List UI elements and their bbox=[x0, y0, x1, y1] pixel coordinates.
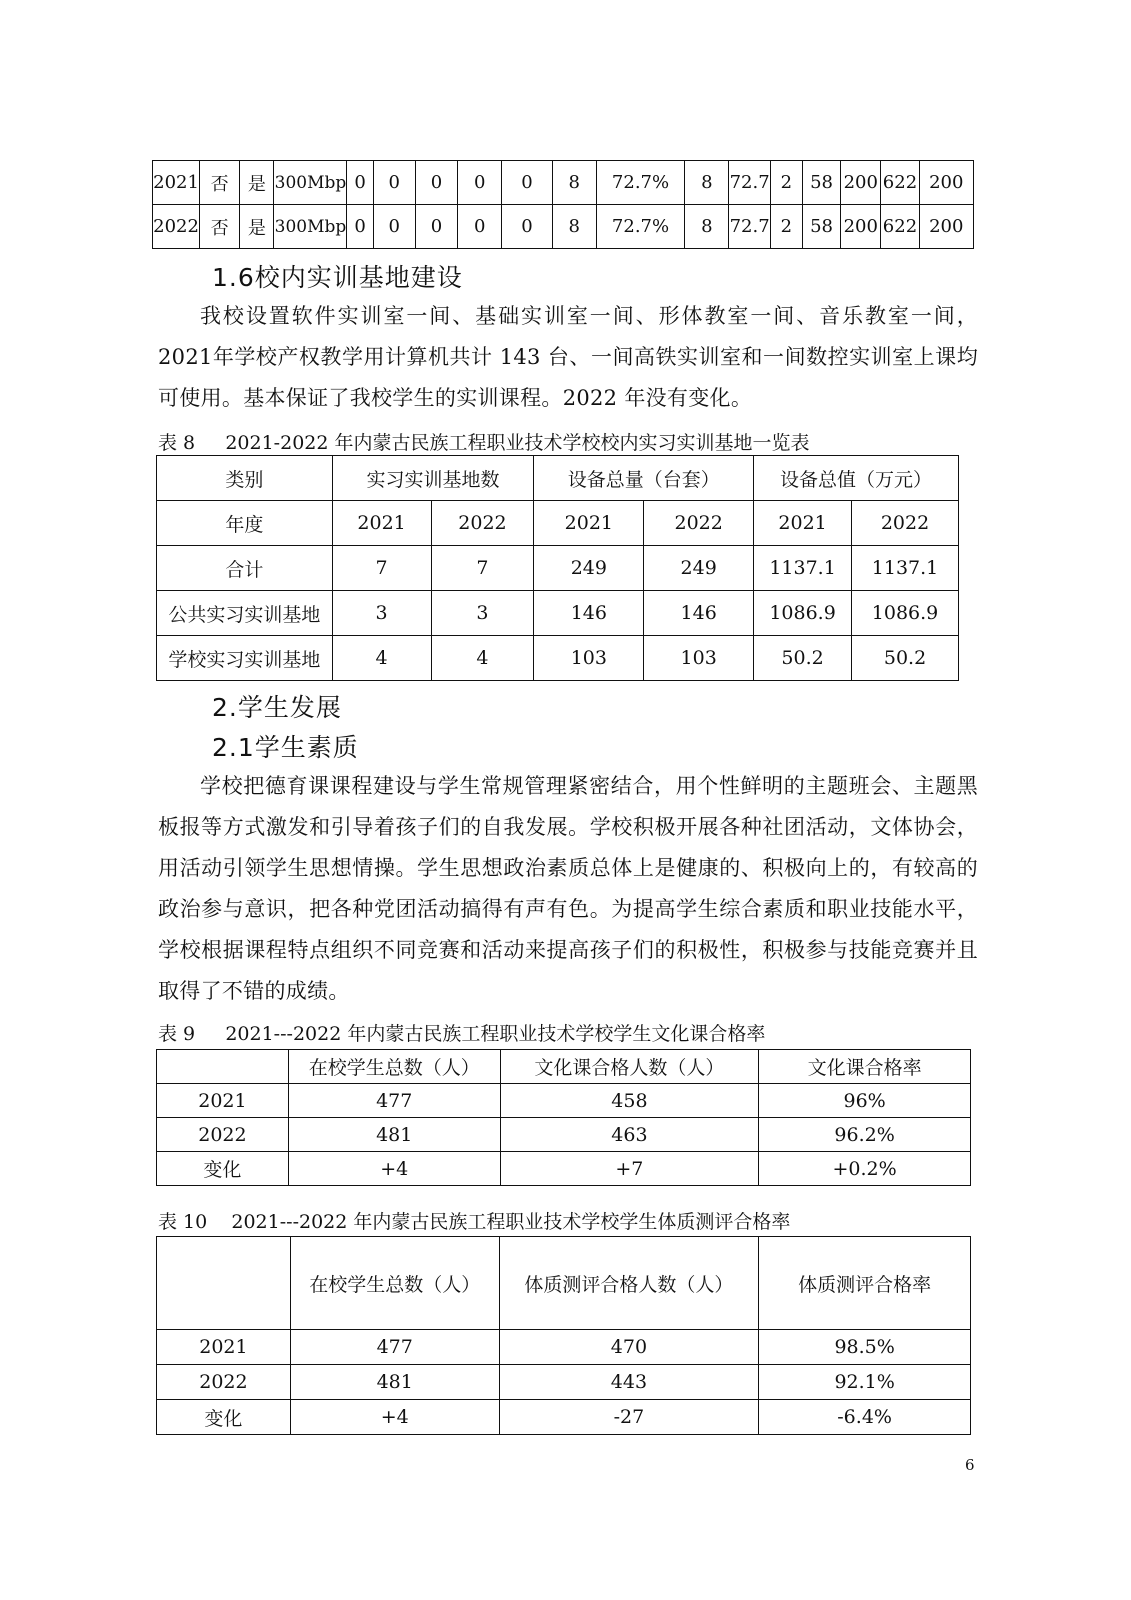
table-cell: 1086.9 bbox=[754, 591, 852, 636]
section-2-1-paragraph: 学校把德育课课程建设与学生常规管理紧密结合，用个性鲜明的主题班会、主题黑板报等方式激发和引导着孩子们的自我发展。学校积极开展各种社团活动，文体协会，用活动引领学生思想情操。学生思想政治素质总体上是健康的、积极向上的，有较高的政治参与意识，把各种党团活动搞得有声有色。为提高学生综合素质和职业技能水平，学校根据课程特点组织不同竞赛和活动来提高孩子们的积极性，积极参与技能竞赛并且取得了不错的成绩。 bbox=[158, 774, 978, 1003]
table-header-row bbox=[157, 1237, 971, 1330]
table-cell: 300Mbp bbox=[274, 161, 347, 205]
section-heading-2-1: 2.1学生素质 bbox=[212, 733, 359, 762]
table-cell: 8 bbox=[552, 161, 596, 205]
top-data-table bbox=[152, 160, 974, 249]
table-cell: 8 bbox=[552, 205, 596, 249]
table-cell: 2021 bbox=[153, 161, 200, 205]
table-cell: 0 bbox=[415, 205, 457, 249]
table-cell: 0 bbox=[373, 205, 415, 249]
table-header-cell: 类别 bbox=[157, 456, 333, 501]
table-cell: 103 bbox=[534, 636, 644, 681]
table-9-caption: 表 9 2021---2022 年内蒙古民族工程职业技术学校学生文化课合格率 bbox=[158, 1023, 766, 1045]
table-cell: 学校实习实训基地 bbox=[157, 636, 333, 681]
table-cell: 2021 bbox=[157, 1084, 289, 1118]
table-cell: +0.2% bbox=[759, 1152, 971, 1186]
table-row bbox=[153, 205, 974, 249]
table-cell: 72.7 bbox=[729, 205, 770, 249]
table-header-cell: 2022 bbox=[852, 501, 959, 546]
table-cell: 92.1% bbox=[759, 1365, 971, 1400]
table-header-cell: 2021 bbox=[332, 501, 431, 546]
table-cell: 200 bbox=[841, 205, 881, 249]
table-cell: 变化 bbox=[157, 1400, 291, 1435]
table-cell: 否 bbox=[200, 205, 240, 249]
table-cell: 481 bbox=[290, 1365, 499, 1400]
table-cell: 0 bbox=[347, 161, 373, 205]
table-cell: 58 bbox=[802, 161, 840, 205]
table-cell: 是 bbox=[240, 205, 274, 249]
table-cell: 0 bbox=[458, 161, 502, 205]
table-cell: 2022 bbox=[153, 205, 200, 249]
table-cell: 72.7% bbox=[596, 161, 684, 205]
table-header-cell: 年度 bbox=[157, 501, 333, 546]
table-cell: 否 bbox=[200, 161, 240, 205]
table-cell: 103 bbox=[644, 636, 754, 681]
table-cell: +7 bbox=[500, 1152, 759, 1186]
table-cell: +4 bbox=[288, 1152, 500, 1186]
table-cell: 96% bbox=[759, 1084, 971, 1118]
table-header-cell bbox=[157, 1237, 291, 1330]
table-cell: 8 bbox=[685, 161, 729, 205]
section-heading-2: 2.学生发展 bbox=[212, 693, 342, 722]
table-10 bbox=[156, 1236, 971, 1435]
table-header-row bbox=[157, 456, 959, 501]
table-cell: +4 bbox=[290, 1400, 499, 1435]
table-header-cell: 在校学生总数（人） bbox=[290, 1237, 499, 1330]
table-row bbox=[157, 591, 959, 636]
table-8 bbox=[156, 455, 959, 681]
table-cell: 200 bbox=[841, 161, 881, 205]
table-cell: 1137.1 bbox=[754, 546, 852, 591]
table-cell: 96.2% bbox=[759, 1118, 971, 1152]
table-cell: -6.4% bbox=[759, 1400, 971, 1435]
table-cell: 300Mbp bbox=[274, 205, 347, 249]
table-cell: 3 bbox=[431, 591, 534, 636]
table-cell: 50.2 bbox=[852, 636, 959, 681]
table-cell: 58 bbox=[802, 205, 840, 249]
table-header-cell: 2022 bbox=[644, 501, 754, 546]
table-header-cell: 文化课合格人数（人） bbox=[500, 1050, 759, 1084]
table-cell: 443 bbox=[499, 1365, 759, 1400]
table-cell: 3 bbox=[332, 591, 431, 636]
table-8-caption: 表 8 2021-2022 年内蒙古民族工程职业技术学校校内实习实训基地一览表 bbox=[158, 432, 810, 454]
table-header-cell bbox=[157, 1050, 289, 1084]
table-row bbox=[157, 1400, 971, 1435]
table-cell: 0 bbox=[502, 161, 552, 205]
table-cell: 477 bbox=[288, 1084, 500, 1118]
table-header-row bbox=[157, 501, 959, 546]
table-cell: 470 bbox=[499, 1330, 759, 1365]
table-cell: 200 bbox=[919, 161, 973, 205]
table-header-cell: 在校学生总数（人） bbox=[288, 1050, 500, 1084]
table-cell: 0 bbox=[415, 161, 457, 205]
table-cell: 1137.1 bbox=[852, 546, 959, 591]
table-cell: 249 bbox=[534, 546, 644, 591]
table-cell: 463 bbox=[500, 1118, 759, 1152]
table-row bbox=[157, 546, 959, 591]
table-cell: 2021 bbox=[157, 1330, 291, 1365]
table-cell: 1086.9 bbox=[852, 591, 959, 636]
table-header-cell: 实习实训基地数 bbox=[332, 456, 534, 501]
table-header-cell: 文化课合格率 bbox=[759, 1050, 971, 1084]
table-header-cell: 2021 bbox=[534, 501, 644, 546]
table-row bbox=[157, 1084, 971, 1118]
table-header-cell: 2021 bbox=[754, 501, 852, 546]
table-cell: 2022 bbox=[157, 1118, 289, 1152]
section-1-6-paragraph: 我校设置软件实训室一间、基础实训室一间、形体教室一间、音乐教室一间，2021年学校产权教学用计算机共计 143 台、一间高铁实训室和一间数控实训室上课均可使用。基本保证了我校学生的实训课程。2022 年没有变化。 bbox=[158, 304, 978, 410]
table-cell: 72.7 bbox=[729, 161, 770, 205]
table-cell: 98.5% bbox=[759, 1330, 971, 1365]
table-cell: 0 bbox=[502, 205, 552, 249]
table-9 bbox=[156, 1049, 971, 1186]
table-header-cell: 体质测评合格人数（人） bbox=[499, 1237, 759, 1330]
table-cell: 2 bbox=[770, 161, 802, 205]
section-heading-1-6: 1.6校内实训基地建设 bbox=[212, 263, 463, 292]
table-row bbox=[153, 161, 974, 205]
table-cell: 249 bbox=[644, 546, 754, 591]
table-cell: 622 bbox=[881, 205, 919, 249]
table-cell: 合计 bbox=[157, 546, 333, 591]
table-cell: 72.7% bbox=[596, 205, 684, 249]
table-cell: 146 bbox=[534, 591, 644, 636]
table-header-cell: 设备总值（万元） bbox=[754, 456, 959, 501]
table-cell: 2 bbox=[770, 205, 802, 249]
table-cell: 146 bbox=[644, 591, 754, 636]
table-header-row bbox=[157, 1050, 971, 1084]
table-cell: 458 bbox=[500, 1084, 759, 1118]
table-cell: 4 bbox=[431, 636, 534, 681]
table-cell: 477 bbox=[290, 1330, 499, 1365]
table-header-cell: 2022 bbox=[431, 501, 534, 546]
table-cell: 7 bbox=[332, 546, 431, 591]
table-cell: 是 bbox=[240, 161, 274, 205]
table-header-cell: 设备总量（台套） bbox=[534, 456, 754, 501]
table-cell: 8 bbox=[685, 205, 729, 249]
table-cell: 200 bbox=[919, 205, 973, 249]
table-cell: 0 bbox=[373, 161, 415, 205]
table-cell: 2022 bbox=[157, 1365, 291, 1400]
table-cell: 0 bbox=[458, 205, 502, 249]
table-row bbox=[157, 1118, 971, 1152]
table-cell: -27 bbox=[499, 1400, 759, 1435]
table-10-caption: 表 10 2021---2022 年内蒙古民族工程职业技术学校学生体质测评合格率 bbox=[158, 1211, 791, 1233]
table-row bbox=[157, 1330, 971, 1365]
table-cell: 变化 bbox=[157, 1152, 289, 1186]
table-row bbox=[157, 1365, 971, 1400]
table-cell: 7 bbox=[431, 546, 534, 591]
table-cell: 0 bbox=[347, 205, 373, 249]
table-cell: 481 bbox=[288, 1118, 500, 1152]
page-number: 6 bbox=[965, 1456, 975, 1474]
table-cell: 622 bbox=[881, 161, 919, 205]
table-cell: 50.2 bbox=[754, 636, 852, 681]
table-row bbox=[157, 1152, 971, 1186]
table-header-cell: 体质测评合格率 bbox=[759, 1237, 971, 1330]
table-cell: 4 bbox=[332, 636, 431, 681]
table-cell: 公共实习实训基地 bbox=[157, 591, 333, 636]
table-row bbox=[157, 636, 959, 681]
